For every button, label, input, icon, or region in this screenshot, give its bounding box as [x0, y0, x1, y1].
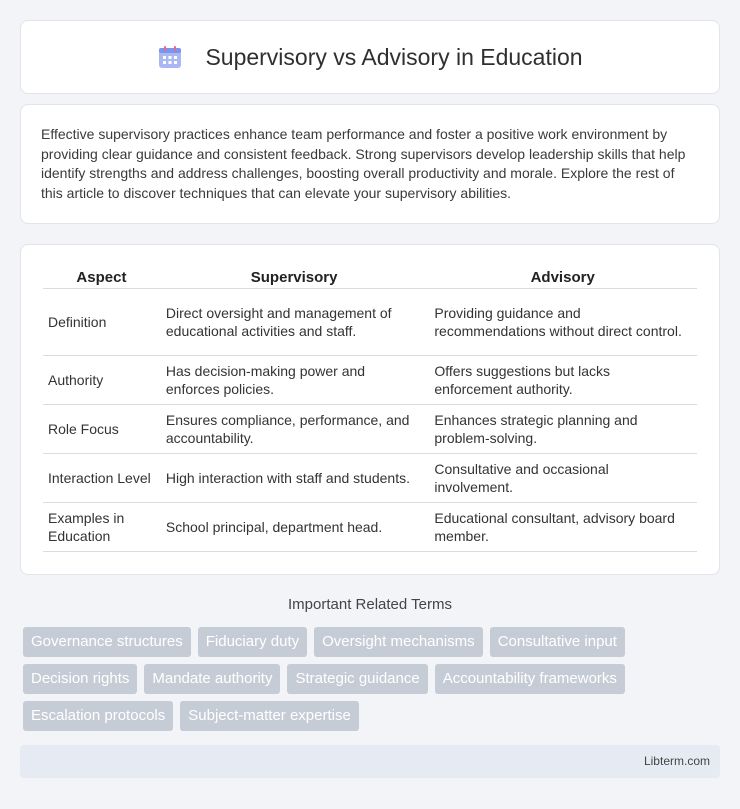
- cell-aspect: Definition: [43, 289, 160, 356]
- tag-mandate-authority[interactable]: Mandate authority: [144, 664, 280, 694]
- table-row: [43, 405, 697, 454]
- cell-aspect: Authority: [43, 356, 160, 405]
- cell-supervisory: High interaction with staff and students.: [160, 454, 429, 503]
- cell-supervisory: Direct oversight and management of educational activities and staff.: [160, 289, 429, 356]
- cell-aspect: Role Focus: [43, 405, 160, 454]
- intro-paragraph: Effective supervisory practices enhance team performance and foster a positive work environment by providing clear guidance and consistent feedback. Strong supervisors develop leadership skills that help identify strengths and address challenges, boosting overall productivity and morale. Explore the rest of this article to discover techniques that can elevate your supervisory abilities.: [41, 126, 686, 201]
- tag-oversight-mechanisms[interactable]: Oversight mechanisms: [314, 627, 483, 657]
- table-row: [43, 503, 697, 552]
- cell-advisory: Providing guidance and recommendations without direct control.: [428, 289, 697, 356]
- tag-consultative-input[interactable]: Consultative input: [490, 627, 625, 657]
- cell-advisory: Offers suggestions but lacks enforcement authority.: [428, 356, 697, 405]
- title-card: [20, 20, 720, 94]
- building-icon: [157, 44, 183, 70]
- tag-row: [23, 701, 723, 731]
- cell-supervisory: School principal, department head.: [160, 503, 429, 552]
- comparison-table: [43, 263, 697, 552]
- cell-advisory: Consultative and occasional involvement.: [428, 454, 697, 503]
- table-header-row: [43, 263, 697, 289]
- tag-subject-matter-expertise[interactable]: Subject-matter expertise: [180, 701, 359, 731]
- tag-row: [23, 664, 723, 694]
- tag-row: [23, 627, 723, 657]
- related-terms-tags: [23, 627, 723, 738]
- table-row: [43, 289, 697, 356]
- tag-escalation-protocols[interactable]: Escalation protocols: [23, 701, 173, 731]
- footer: [20, 745, 720, 778]
- table-row: [43, 454, 697, 503]
- tag-accountability-frameworks[interactable]: Accountability frameworks: [435, 664, 625, 694]
- cell-supervisory: Has decision-making power and enforces policies.: [160, 356, 429, 405]
- header-supervisory: Supervisory: [160, 263, 429, 289]
- header-advisory: Advisory: [428, 263, 697, 289]
- header-aspect: Aspect: [43, 263, 160, 289]
- footer-site-link[interactable]: Libterm.com: [643, 754, 710, 768]
- tag-fiduciary-duty[interactable]: Fiduciary duty: [198, 627, 307, 657]
- tag-decision-rights[interactable]: Decision rights: [23, 664, 137, 694]
- cell-advisory: Educational consultant, advisory board member.: [428, 503, 697, 552]
- related-terms-title: Important Related Terms: [288, 596, 452, 613]
- tag-strategic-guidance[interactable]: Strategic guidance: [287, 664, 427, 694]
- cell-aspect: Interaction Level: [43, 454, 160, 503]
- cell-aspect: Examples in Education: [43, 503, 160, 552]
- intro-card: [20, 104, 720, 224]
- page-title: Supervisory vs Advisory in Education: [205, 43, 583, 70]
- table-row: [43, 356, 697, 405]
- cell-advisory: Enhances strategic planning and problem-solving.: [428, 405, 697, 454]
- cell-supervisory: Ensures compliance, performance, and accountability.: [160, 405, 429, 454]
- tag-governance-structures[interactable]: Governance structures: [23, 627, 191, 657]
- comparison-card: [20, 244, 720, 575]
